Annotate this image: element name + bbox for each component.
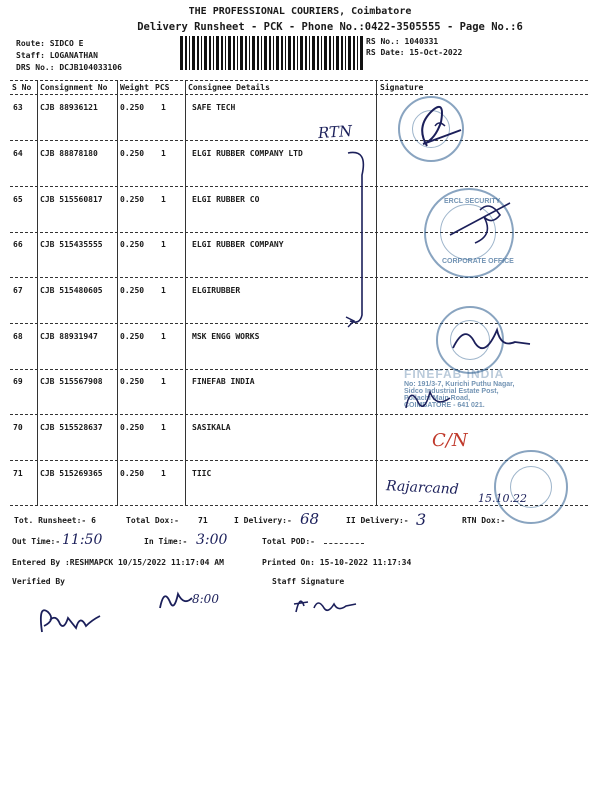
- out-time-label: Out Time:-: [12, 537, 61, 546]
- verifier-signature: [36, 594, 106, 639]
- row-weight: 0.250: [120, 240, 145, 249]
- row-consignee: ELGI RUBBER COMPANY LTD: [192, 149, 303, 158]
- row-sno: 69: [13, 377, 23, 386]
- col-signature: Signature: [380, 83, 424, 92]
- stamp-address-line: Sidco Industrial Estate Post,: [404, 388, 499, 395]
- stamp-address-line: No: 191/3-7, Kurichi Puthu Nagar,: [404, 381, 515, 388]
- cn-mark: C/N: [432, 430, 468, 451]
- row-sno: 70: [13, 423, 23, 432]
- signature-68: [445, 318, 535, 368]
- row-pcs: 1: [161, 103, 166, 112]
- row-consignment: CJB 515435555: [40, 240, 103, 249]
- row-sno: 65: [13, 195, 23, 204]
- out-time-value: 11:50: [62, 532, 103, 548]
- row-pcs: 1: [161, 423, 166, 432]
- rtn-mark: RTN: [317, 121, 353, 143]
- total-dox-value: 71: [198, 516, 208, 525]
- col-divider: [117, 80, 118, 505]
- row-rule: [10, 414, 588, 415]
- row-pcs: 1: [161, 377, 166, 386]
- signature-65: [430, 195, 520, 265]
- row-consignment: CJB 515528637: [40, 423, 103, 432]
- tot-runsheet: Tot. Runsheet:- 6: [14, 516, 96, 525]
- security-stamp: ERCL SECURITY CORPORATE OFFICE: [424, 188, 514, 278]
- row-pcs: 1: [161, 469, 166, 478]
- i-delivery-value: 68: [300, 510, 320, 528]
- row-consignee: SAFE TECH: [192, 103, 236, 112]
- col-consignee: Consignee Details: [188, 83, 270, 92]
- rtn-dox-label: RTN Dox:-: [462, 516, 506, 525]
- row-weight: 0.250: [120, 286, 145, 295]
- row-pcs: 1: [161, 240, 166, 249]
- runsheet-subtitle: Delivery Runsheet - PCK - Phone No.:0422-3505555 - Page No.:6: [137, 21, 523, 33]
- in-time-note: 8:00: [192, 592, 219, 606]
- row-weight: 0.250: [120, 377, 145, 386]
- col-divider: [185, 80, 186, 505]
- row-consignee: FINEFAB INDIA: [192, 377, 255, 386]
- row-sno: 66: [13, 240, 23, 249]
- i-delivery-label: I Delivery:-: [234, 516, 292, 525]
- entered-by: Entered By :RESHMAPCK 10/15/2022 11:17:04 AM: [12, 558, 224, 567]
- in-time-signature: [156, 584, 196, 614]
- total-dox-label: Total Dox:-: [126, 516, 179, 525]
- route-label: Route: SIDCO E: [16, 39, 84, 48]
- col-consignment: Consignment No: [40, 83, 108, 92]
- table-header-rule: [10, 94, 588, 95]
- company-title: THE PROFESSIONAL COURIERS, Coimbatore: [188, 6, 412, 17]
- in-time-value: 3:00: [196, 532, 228, 548]
- row-pcs: 1: [161, 195, 166, 204]
- row-rule: [10, 277, 588, 278]
- stamp-address-line: Pollachi Main Road,: [404, 395, 471, 402]
- row-consignment: CJB 88931947: [40, 332, 98, 341]
- signature-69: [400, 380, 460, 416]
- rs-number: RS No.: 1040331: [366, 37, 439, 46]
- row-weight: 0.250: [120, 195, 145, 204]
- row-weight: 0.250: [120, 469, 145, 478]
- pod-blank: [324, 543, 364, 544]
- row-consignment: CJB 88936121: [40, 103, 98, 112]
- row-weight: 0.250: [120, 149, 145, 158]
- table-top-rule: [10, 80, 588, 81]
- stamp-address-line: COIMBATORE - 641 021.: [404, 402, 485, 409]
- row-sno: 68: [13, 332, 23, 341]
- row-pcs: 1: [161, 149, 166, 158]
- col-sno: S No: [12, 83, 32, 92]
- col-divider: [37, 80, 38, 505]
- barcode: [180, 36, 365, 70]
- row-rule: [10, 140, 588, 141]
- row-weight: 0.250: [120, 423, 145, 432]
- row-consignment: CJB 88878180: [40, 149, 98, 158]
- row-rule: [10, 186, 588, 187]
- verified-by-label: Verified By: [12, 577, 65, 586]
- row-consignment: CJB 515269365: [40, 469, 103, 478]
- row-weight: 0.250: [120, 103, 145, 112]
- row-consignee: TIIC: [192, 469, 212, 478]
- branch-stamp: [494, 450, 568, 524]
- row-consignment: CJB 515480605: [40, 286, 103, 295]
- row-consignment: CJB 515567908: [40, 377, 103, 386]
- row-consignee: SASIKALA: [192, 423, 231, 432]
- col-weight: Weight: [120, 83, 149, 92]
- row-sno: 71: [13, 469, 23, 478]
- staff-signature: [290, 592, 360, 618]
- row-rule: [10, 460, 588, 461]
- drs-number: DRS No.: DCJB104033106: [16, 63, 122, 72]
- ii-delivery-label: II Delivery:-: [346, 516, 409, 525]
- col-pcs: PCS: [155, 83, 170, 92]
- in-time-label: In Time:-: [144, 537, 188, 546]
- row-pcs: 1: [161, 286, 166, 295]
- row-consignee: ELGI RUBBER COMPANY: [192, 240, 284, 249]
- signature-63: [405, 96, 475, 156]
- row-consignee: ELGIRUBBER: [192, 286, 241, 295]
- bracket-mark: [340, 145, 380, 330]
- ii-delivery-value: 3: [416, 510, 427, 529]
- row-weight: 0.250: [120, 332, 145, 341]
- row-sno: 67: [13, 286, 23, 295]
- row-sno: 64: [13, 149, 23, 158]
- row-consignee: ELGI RUBBER CO: [192, 195, 260, 204]
- printed-on: Printed On: 15-10-2022 11:17:34: [262, 558, 412, 567]
- staff-label: Staff: LOGANATHAN: [16, 51, 98, 60]
- row-consignee: MSK ENGG WORKS: [192, 332, 260, 341]
- row-sno: 63: [13, 103, 23, 112]
- stamp-name: FINEFAB INDIA: [404, 367, 505, 381]
- rs-date: RS Date: 15-Oct-2022: [366, 48, 463, 57]
- row-consignment: CJB 515560817: [40, 195, 103, 204]
- row-pcs: 1: [161, 332, 166, 341]
- staff-signature-label: Staff Signature: [272, 577, 345, 586]
- date-71: 15.10.22: [478, 492, 527, 505]
- total-pod-label: Total POD:-: [262, 537, 315, 546]
- signature-71: Rajarcand: [385, 478, 460, 498]
